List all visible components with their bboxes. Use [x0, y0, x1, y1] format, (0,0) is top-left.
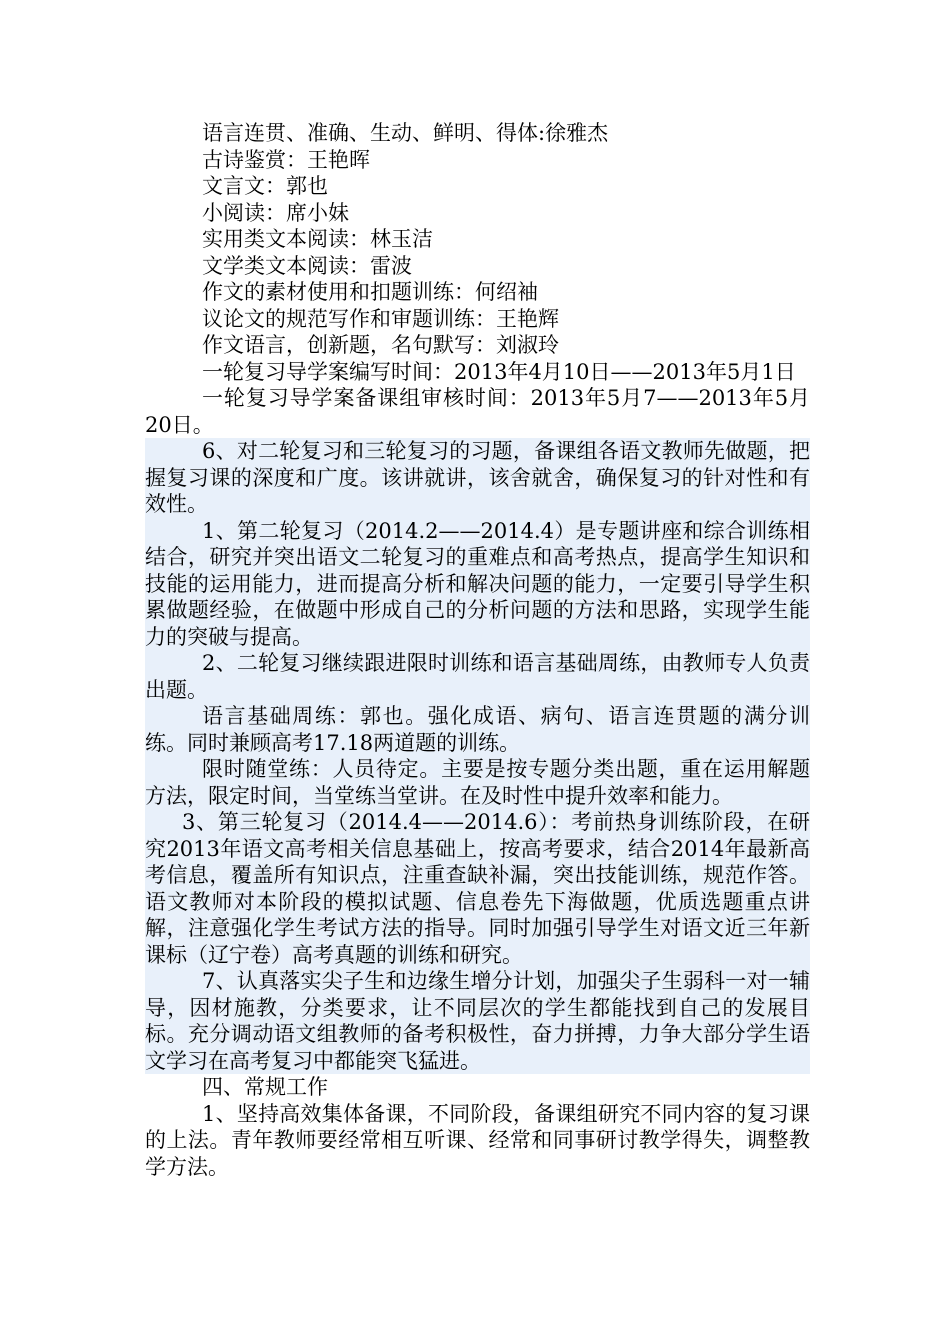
paragraph-timed-training: 2、二轮复习继续跟进限时训练和语言基础周练，由教师专人负责出题。: [145, 651, 810, 702]
paragraph-item-6: 6、对二轮复习和三轮复习的习题，备课组各语文教师先做题，把握复习课的深度和广度。该讲就讲，该舍就舍，确保复习的针对性和有效性。: [145, 439, 810, 516]
paragraph-weekly-practice: 语言基础周练：郭也。强化成语、病句、语言连贯题的满分训练。同时兼顾高考17.18两道题的训练。: [145, 704, 810, 755]
paragraph-literary-reading-teacher: 文学类文本阅读：雷波: [202, 253, 412, 278]
paragraph-small-reading-teacher: 小阅读：席小妹: [202, 200, 349, 225]
paragraph-in-class-practice: 限时随堂练：人员待定。主要是按专题分类出题，重在运用解题方法，限定时间，当堂练当堂讲。在及时性中提升效率和能力。: [145, 757, 810, 808]
paragraph-item-7: 7、认真落实尖子生和边缘生增分计划，加强尖子生弱科一对一辅导，因材施教，分类要求，让不同层次的学生都能找到自己的发展目标。充分调动语文组教师的备考积极性，奋力拼搏，力争大部分学生语文学习在高考复习中都能突飞猛进。: [145, 969, 810, 1073]
paragraph-language-teacher: 语言连贯、准确、生动、鲜明、得体:徐雅杰: [202, 121, 609, 145]
paragraph-collective-preparation: 1、坚持高效集体备课，不同阶段，备课组研究不同内容的复习课的上法。青年教师要经常相互听课、经常和同事研讨教学得失，调整教学方法。: [145, 1101, 810, 1179]
paragraph-essay-material-teacher: 作文的素材使用和扣题训练：何绍袖: [202, 280, 538, 304]
paragraph-third-round: 3、第三轮复习（2014.4——2014.6）：考前热身训练阶段，在研究2013年语文高考相关信息基础上，按高考要求，结合2014年最新高考信息，覆盖所有知识点，注重查缺补漏，突出技能训练，规范作答。语文教师对本阶段的模拟试题、信息卷先下海做题，优质选题重点讲解，注意强化学生考试方法的指导。同时加强引导学生对语文近三年新课标（辽宁卷）高考真题的训练和研究。: [145, 810, 810, 967]
document-body: [145, 120, 810, 1180]
paragraph-essay-language-teacher: 作文语言，创新题，名句默写：刘淑玲: [202, 333, 559, 357]
paragraph-review-schedule: 一轮复习导学案备课组审核时间：2013年5月7——2013年5月20日。: [145, 386, 810, 437]
paragraph-poetry-teacher: 古诗鉴赏：王艳晖: [202, 147, 370, 172]
paragraph-classical-teacher: 文言文：郭也: [202, 174, 328, 198]
section-heading-routine-work: 四、常规工作: [202, 1075, 328, 1099]
paragraph-writing-schedule: 一轮复习导学案编写时间：2013年4月10日——2013年5月1日: [202, 359, 796, 384]
paragraph-practical-reading-teacher: 实用类文本阅读：林玉洁: [202, 227, 433, 251]
paragraph-second-round: 1、第二轮复习（2014.2——2014.4）是专题讲座和综合训练相结合，研究并突出语文二轮复习的重难点和高考热点，提高学生知识和技能的运用能力，进而提高分析和解决问题的能力，一定要引导学生积累做题经验，在做题中形成自己的分析问题的方法和思路，实现学生能力的突破与提高。: [145, 518, 810, 649]
paragraph-argument-essay-teacher: 议论文的规范写作和审题训练：王艳辉: [202, 306, 559, 331]
